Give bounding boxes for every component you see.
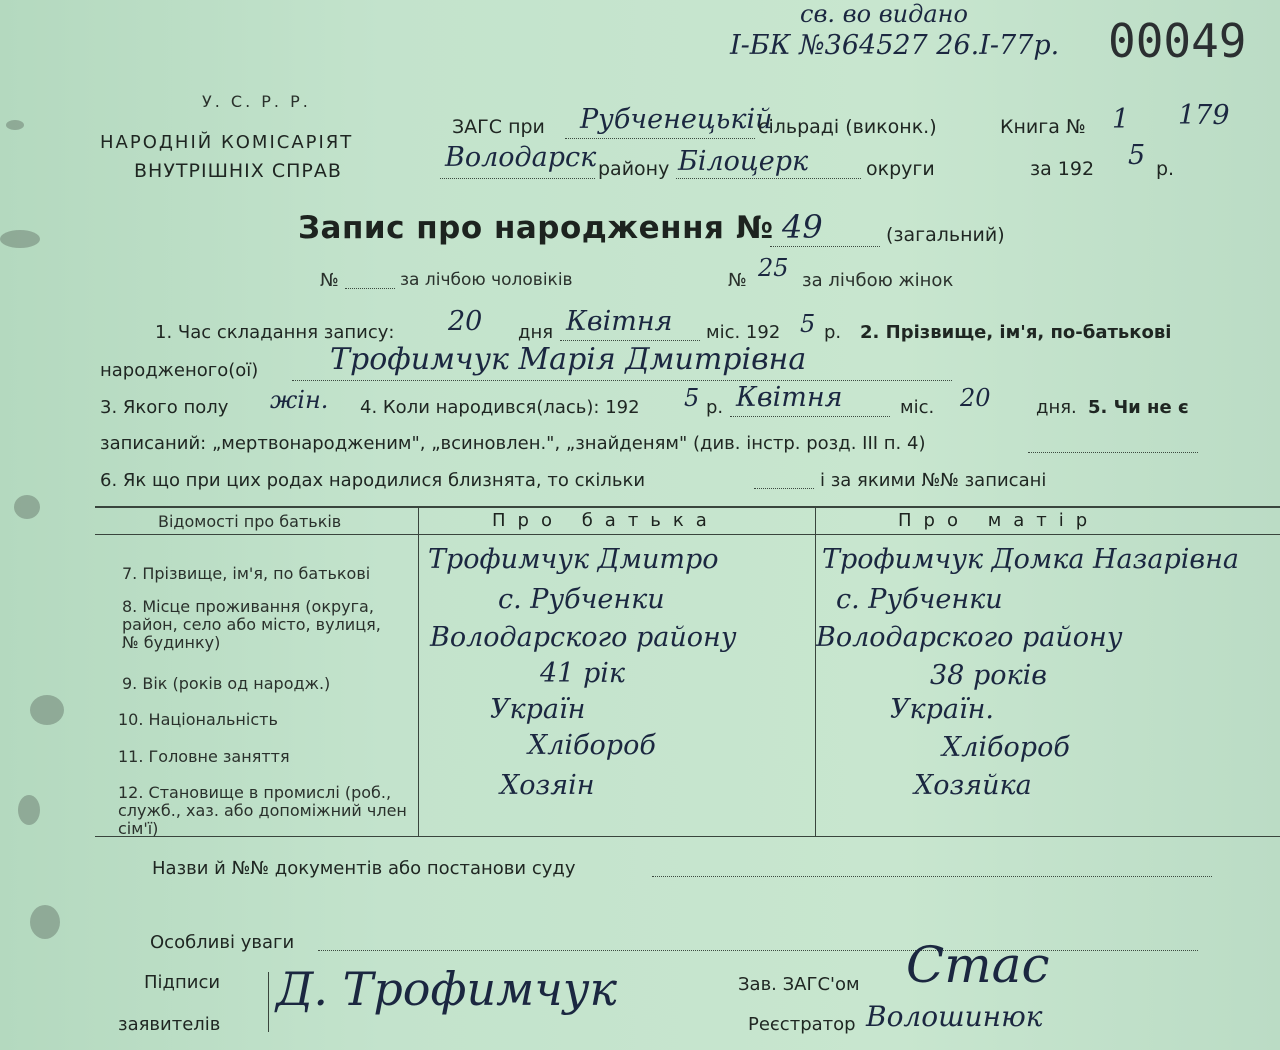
father-age: 41 рік [540, 658, 625, 689]
row-nationality-label: 10. Національність [118, 710, 278, 729]
field6-label2: і за якими №№ записані [820, 470, 1047, 491]
field4-year: 5 [684, 384, 700, 412]
registrar-signature: Волошинюк [866, 1000, 1043, 1033]
table-divider-right [815, 506, 816, 836]
book-label: Книга № [1000, 116, 1086, 138]
documents-label: Назви й №№ документів або постанови суду [152, 858, 576, 879]
okrug-dots [676, 178, 861, 179]
punch-hole [30, 695, 64, 725]
district-dots [440, 178, 595, 179]
father-status: Хозяін [500, 770, 595, 801]
district-value: Володарск [445, 142, 597, 173]
field1-year: 5 [800, 310, 816, 338]
commissariat-line1: НАРОДНІЙ КОМІСАРІЯТ [100, 132, 354, 153]
council-label: сільраді (виконк.) [758, 116, 937, 138]
field4-month: Квітня [736, 382, 843, 413]
punch-hole [6, 120, 24, 130]
punch-hole [14, 495, 40, 519]
row-age-label: 9. Вік (років од народж.) [122, 674, 331, 693]
field5-label: 5. Чи не є [1088, 397, 1189, 418]
mother-district: Володарского району [816, 622, 1123, 653]
row-status-label: 12. Становище в промислі (роб., служб., хаз. або допоміжний член сім'ї) [118, 783, 407, 838]
mother-nationality: Україн. [890, 694, 995, 725]
book-value: 1 [1112, 104, 1130, 135]
child-name: Трофимчук Марія Дмитрівна [330, 342, 807, 377]
father-nationality: Україн [490, 694, 586, 725]
mother-name: Трофимчук Домка Назарівна [822, 544, 1239, 575]
field4-day: 20 [960, 384, 991, 412]
father-occupation: Хлібороб [528, 730, 656, 761]
field5-dots [1028, 452, 1198, 453]
year-label: за 192 [1030, 158, 1095, 180]
table-divider-left [418, 506, 419, 836]
field1-mis: міс. 192 [706, 322, 781, 343]
mother-occupation: Хлібороб [942, 732, 1070, 763]
field2-label: 2. Прізвище, ім'я, по-батькові [860, 322, 1172, 343]
ussr-label: У. С. Р. Р. [202, 92, 311, 111]
row-address-label: 8. Місце проживання (округа, район, село або місто, вулиця, № будинку) [122, 597, 381, 652]
field3-label: 3. Якого полу [100, 397, 229, 418]
signature-bracket [268, 972, 269, 1032]
punch-hole [0, 230, 40, 248]
commissariat-line2: ВНУТРІШНІХ СПРАВ [134, 160, 342, 182]
table-header-rule [95, 534, 1280, 535]
mother-status: Хозяйка [914, 770, 1032, 801]
notes-dots [318, 950, 1198, 951]
women-number: 25 [758, 254, 789, 282]
women-label: за лічбою жінок [802, 270, 954, 291]
field6-dots [754, 488, 814, 489]
year-suffix: р. [1156, 158, 1175, 180]
certificate-note: І-БК №364527 26.І-77р. [730, 30, 1060, 61]
field4-month-dots [730, 416, 890, 417]
issued-note: св. во видано [800, 0, 968, 28]
father-district: Володарского району [430, 622, 737, 653]
head-signature: Стас [906, 936, 1050, 994]
punch-hole [30, 905, 60, 939]
field2-dots [292, 380, 952, 381]
table-top-rule [95, 506, 1280, 508]
col-mother: Про матір [898, 510, 1100, 531]
record-title: Запис про народження № [298, 210, 774, 246]
signatures-label: Підписи [144, 972, 221, 993]
col-info: Відомості про батьків [158, 512, 342, 531]
year-value: 5 [1128, 140, 1146, 171]
notes-label: Особливі уваги [150, 932, 295, 953]
men-dots [345, 288, 395, 289]
stamp-number: 00049 [1108, 14, 1247, 68]
father-village: с. Рубченки [498, 584, 665, 615]
record-number: 49 [782, 208, 823, 246]
col-father: Про батька [492, 510, 719, 531]
field1-day: 20 [448, 306, 483, 337]
field4-day-label: дня. [1036, 397, 1077, 418]
field2-label2: народженого(ої) [100, 360, 259, 381]
district-label: району [598, 158, 670, 180]
documents-dots [652, 876, 1212, 877]
women-no-label: № [728, 270, 747, 291]
row-occupation-label: 11. Головне заняття [118, 747, 290, 766]
mother-village: с. Рубченки [836, 584, 1003, 615]
field3-value: жін. [270, 386, 329, 414]
field1-month: Квітня [566, 306, 673, 337]
zags-dots [565, 138, 755, 139]
row-name-label: 7. Прізвище, ім'я, по батькові [122, 564, 371, 583]
field1-label: 1. Час складання запису: [155, 322, 395, 343]
applicant-signature: Д. Трофимчук [276, 962, 618, 1016]
field6-label: 6. Як що при цих родах народилися близнята, то скільки [100, 470, 646, 491]
field4-label: 4. Коли народився(лась): 192 [360, 397, 640, 418]
okrug-label: округи [866, 158, 935, 180]
record-general: (загальний) [886, 224, 1005, 246]
head-label: Зав. ЗАГС'ом [738, 974, 860, 995]
field1-day-label: дня [518, 322, 554, 343]
men-label: за лічбою чоловіків [400, 270, 573, 290]
book-extra: 179 [1178, 100, 1230, 131]
record-number-dots [770, 246, 880, 247]
applicants-label: заявителів [118, 1014, 221, 1035]
field4-r: р. [706, 397, 724, 418]
father-name: Трофимчук Дмитро [428, 544, 719, 575]
men-no-label: № [320, 270, 339, 291]
field1-r: р. [824, 322, 842, 343]
okrug-value: Білоцерк [678, 146, 809, 177]
zags-value: Рубченецькій [580, 104, 773, 135]
punch-hole [18, 795, 40, 825]
zags-label: ЗАГС при [452, 116, 545, 138]
field5-label2: записаний: „мертвонародженим", „всиновлен.", „знайденям" (див. інстр. розд. III п. 4) [100, 433, 926, 454]
registrar-label: Реєстратор [748, 1014, 856, 1035]
field4-mis: міс. [900, 397, 935, 418]
mother-age: 38 років [930, 660, 1047, 691]
field1-month-dots [560, 340, 700, 341]
